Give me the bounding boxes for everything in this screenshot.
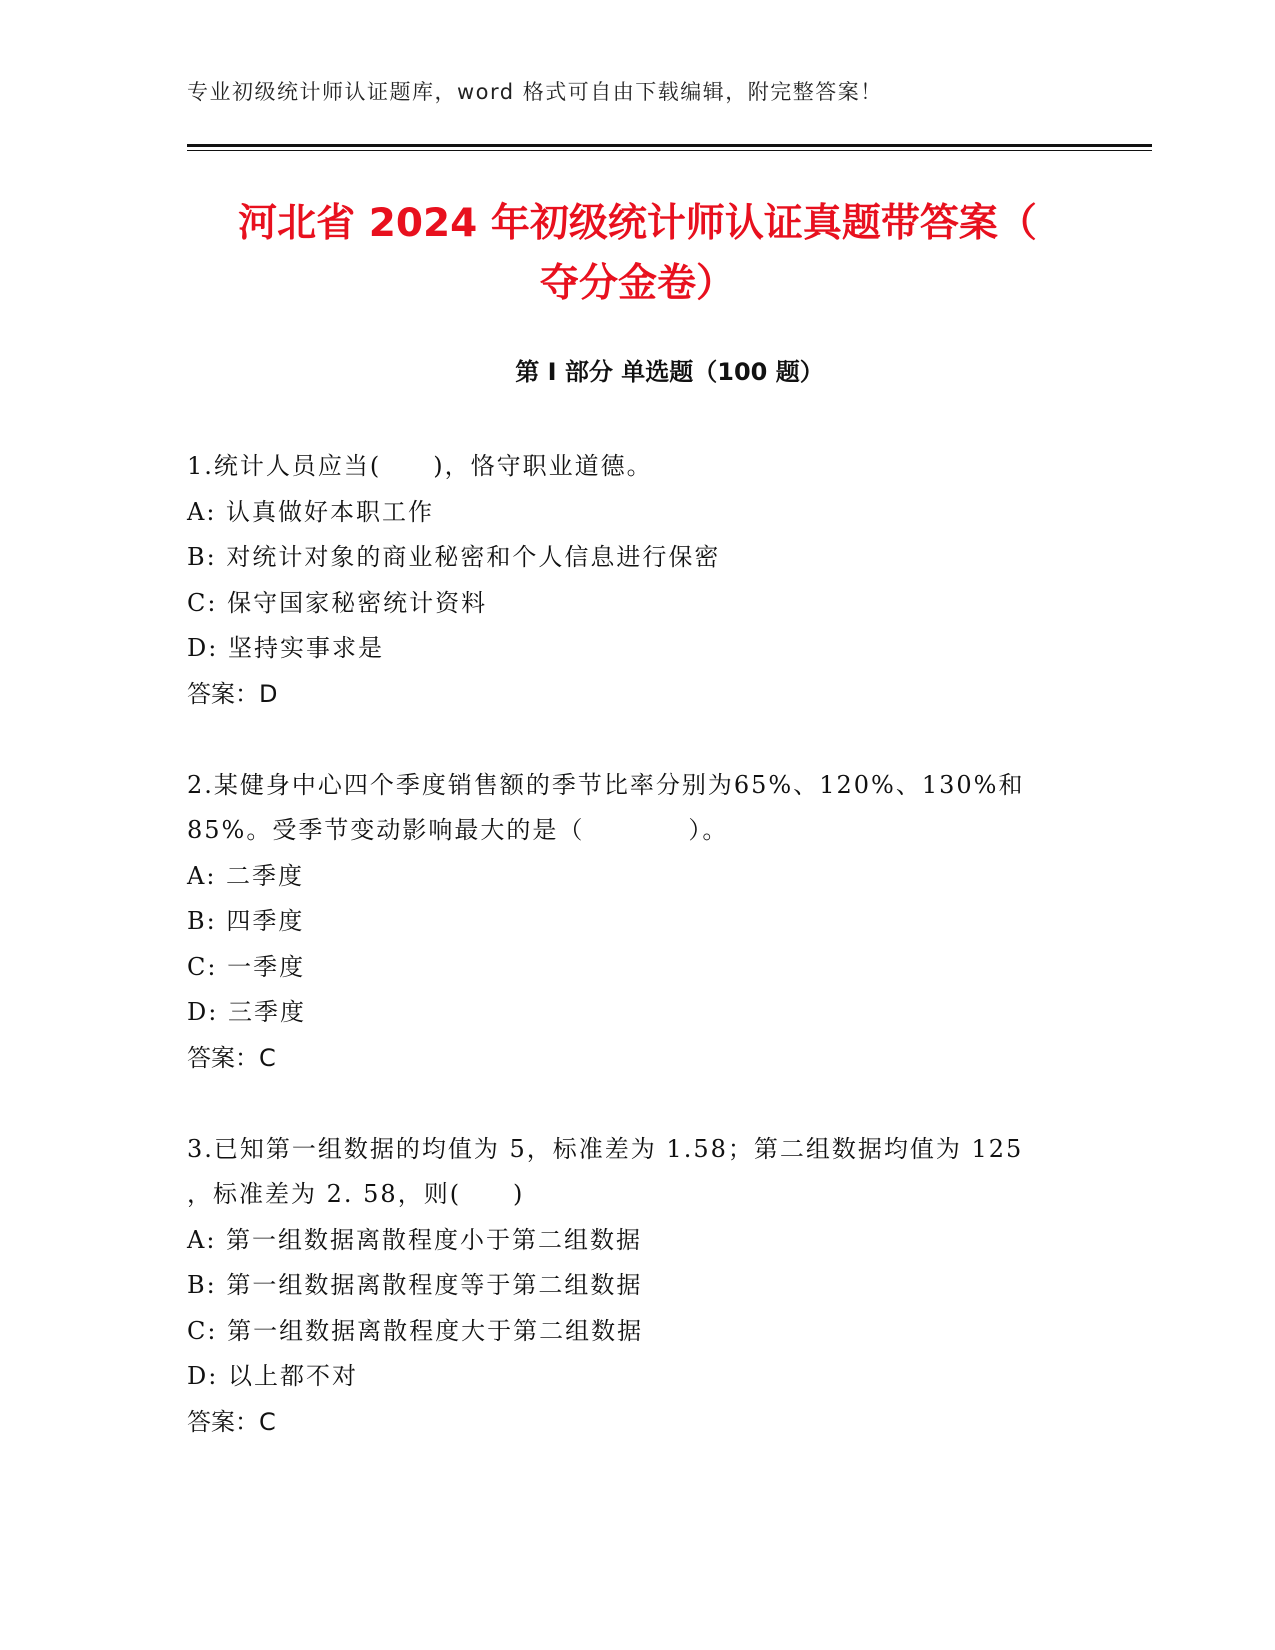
option-a: A: 认真做好本职工作 [187, 497, 435, 526]
question-stem-continued: 85%。受季节变动影响最大的是（ ）。 [187, 816, 729, 844]
document-title-line-2: 夺分金卷） [539, 261, 735, 306]
document-title [150, 194, 1125, 314]
document-title-line-1: 河北省 2024 年初级统计师认证真题带答案（ [238, 201, 1037, 246]
header-rule-thin [187, 150, 1152, 151]
option-b: B: 第一组数据离散程度等于第二组数据 [187, 1271, 643, 1299]
answer: 答案：C [187, 1043, 276, 1072]
option-a: A: 二季度 [187, 861, 305, 890]
option-c: C: 保守国家秘密统计资料 [187, 588, 488, 617]
question-list [187, 444, 1087, 1445]
section-title: 第 I 部分 单选题（100 题） [515, 358, 824, 386]
question-spacer [187, 717, 1087, 763]
option-d: D: 三季度 [187, 998, 306, 1026]
question-stem-continued: ，标准差为 2. 58，则( ) [187, 1180, 525, 1208]
question-stem: 1.统计人员应当( )，恪守职业道德。 [187, 452, 653, 480]
question-2 [187, 763, 1087, 1082]
option-a: A: 第一组数据离散程度小于第二组数据 [187, 1225, 643, 1254]
option-b: B: 四季度 [187, 907, 305, 935]
question-3 [187, 1127, 1087, 1446]
option-d: D: 以上都不对 [187, 1362, 358, 1390]
option-c: C: 一季度 [187, 952, 306, 981]
header-note: 专业初级统计师认证题库，word 格式可自由下载编辑，附完整答案！ [187, 80, 883, 104]
header-rule-thick [187, 144, 1152, 147]
option-c: C: 第一组数据离散程度大于第二组数据 [187, 1316, 644, 1345]
option-d: D: 坚持实事求是 [187, 634, 384, 662]
question-stem: 3.已知第一组数据的均值为 5，标准差为 1.58；第二组数据均值为 125 [187, 1134, 1024, 1163]
answer: 答案：C [187, 1407, 276, 1436]
question-stem: 2.某健身中心四个季度销售额的季节比率分别为65%、120%、130%和 [187, 770, 1025, 799]
answer: 答案：D [187, 679, 278, 708]
question-spacer [187, 1081, 1087, 1127]
option-b: B: 对统计对象的商业秘密和个人信息进行保密 [187, 543, 721, 571]
question-1 [187, 444, 1087, 717]
